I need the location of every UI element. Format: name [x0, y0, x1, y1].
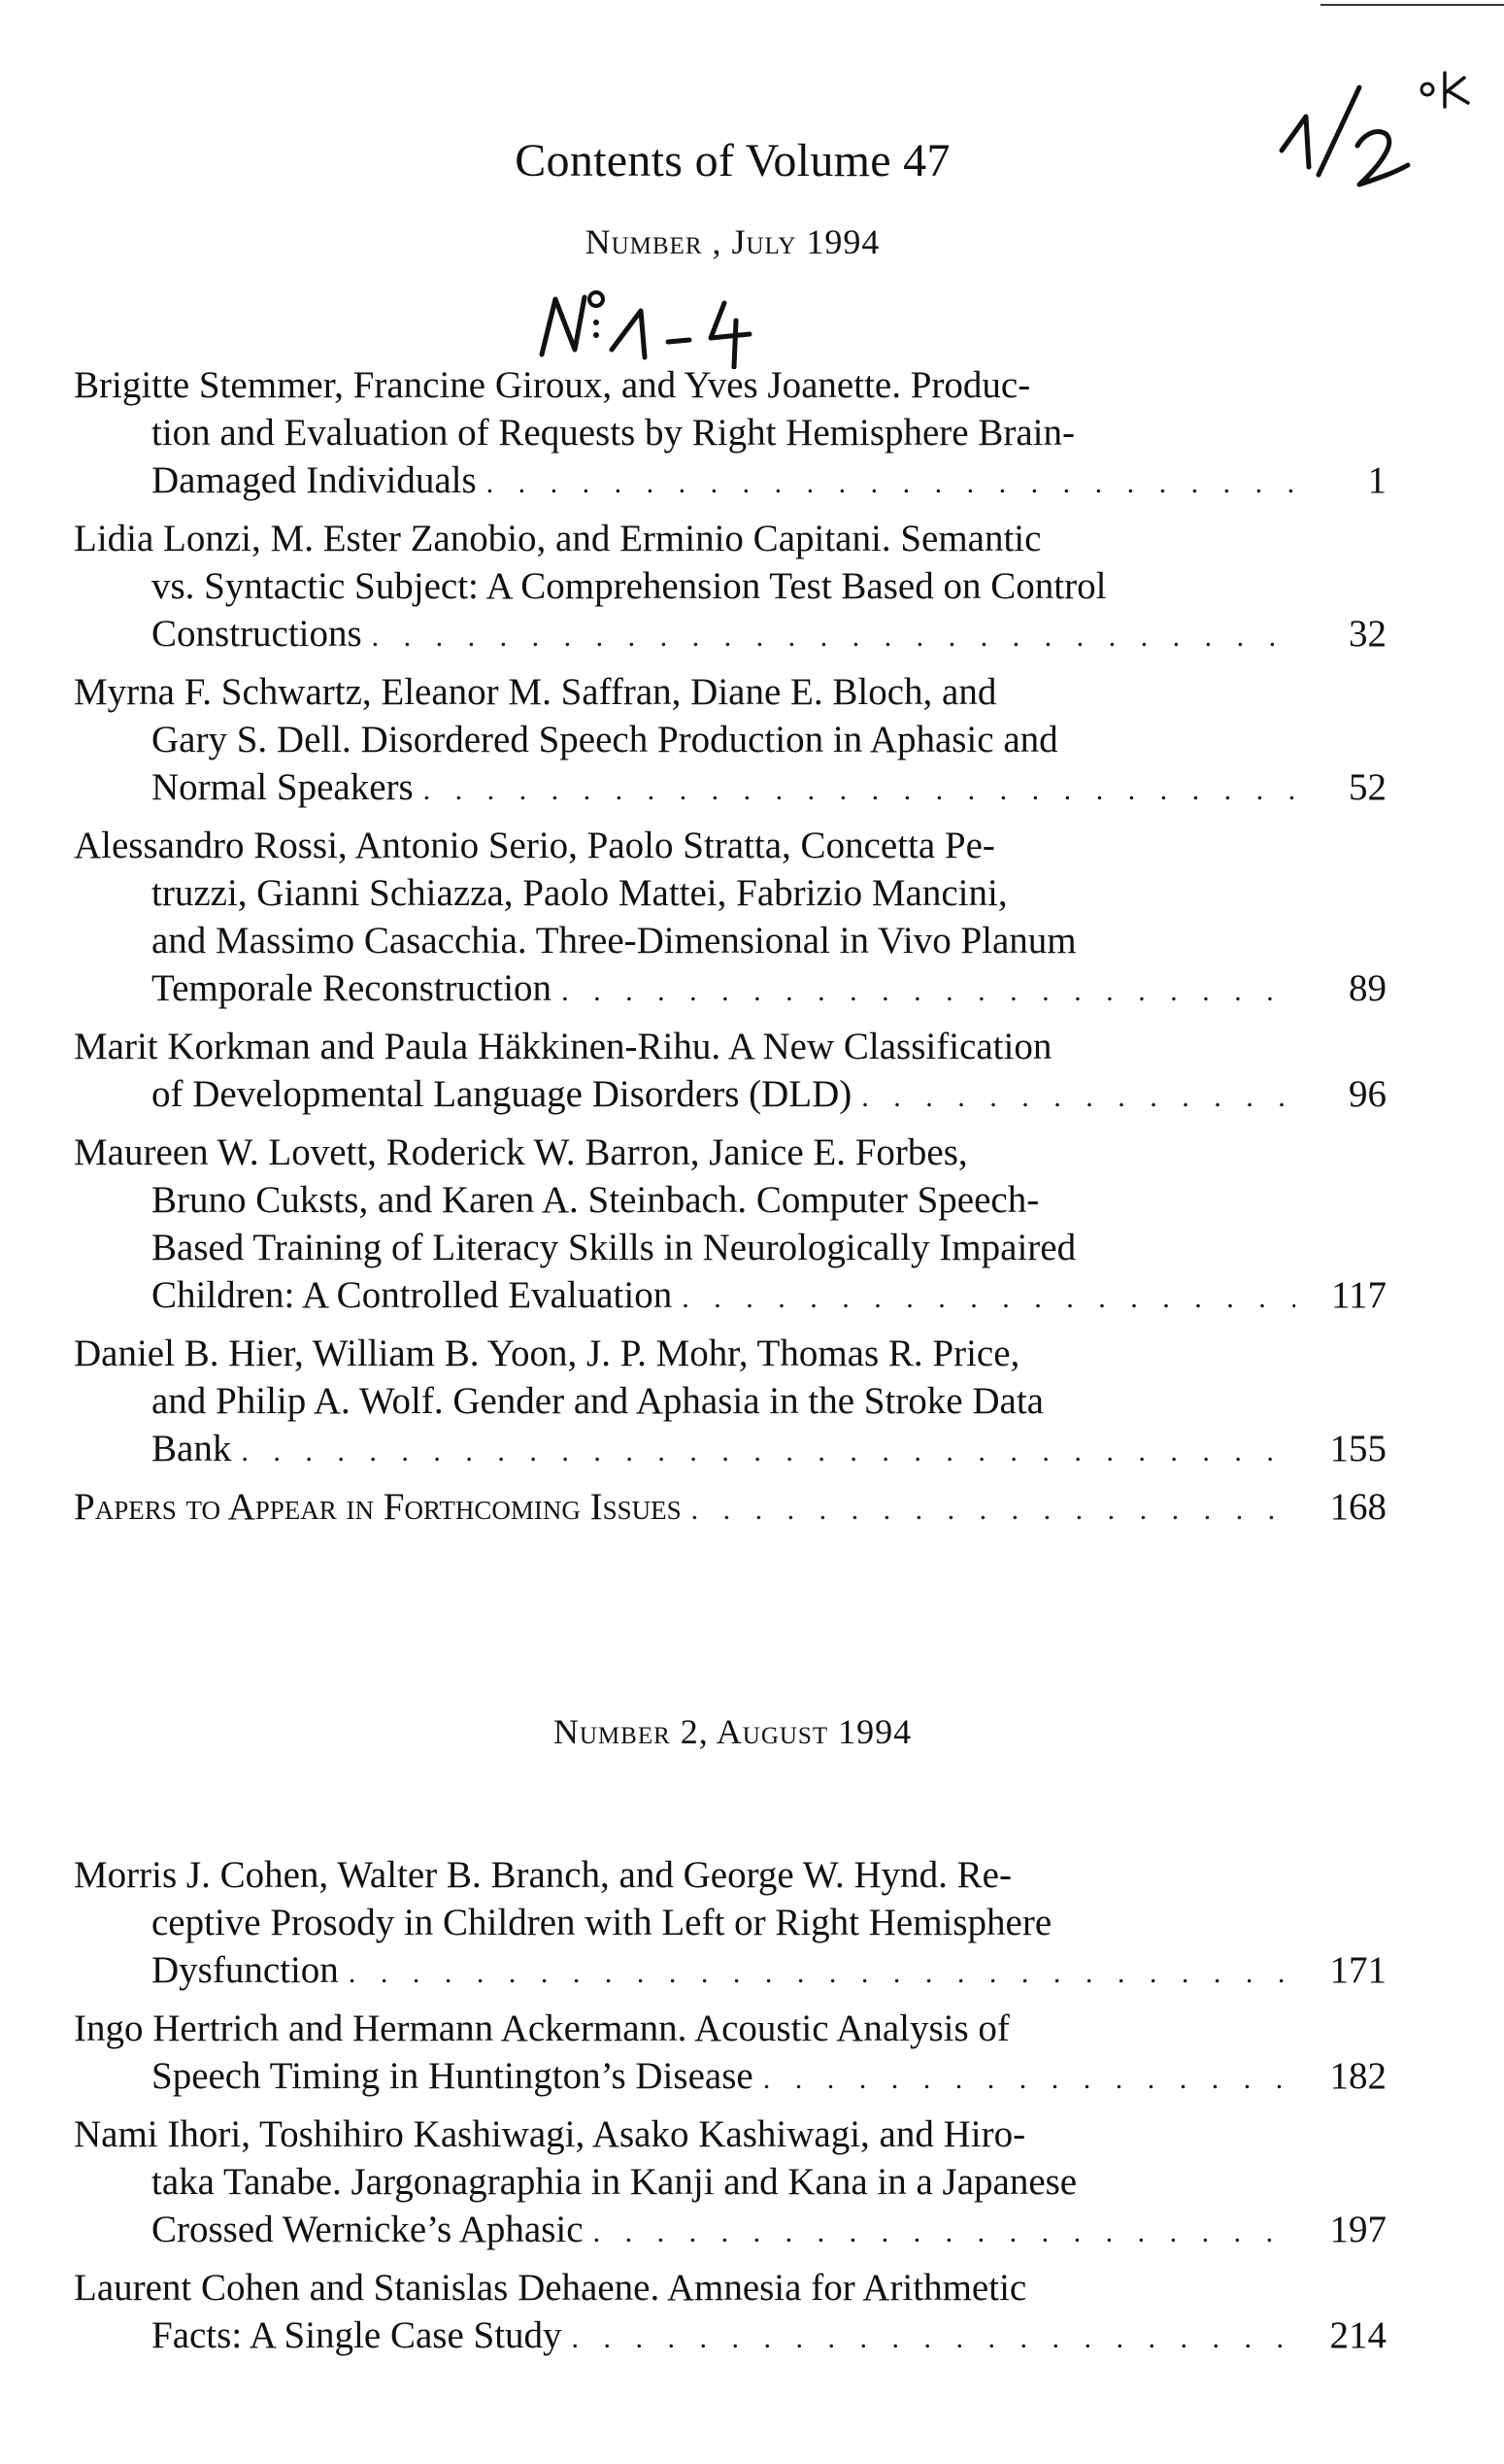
entry-line: Based Training of Literacy Skills in Neurologically Impaired — [151, 1227, 1077, 1268]
page-number: 182 — [1329, 2055, 1387, 2097]
entry-title-end — [74, 2312, 1387, 2362]
entry-line: and Massimo Casacchia. Three-Dimensional in Vivo Planum — [151, 920, 1077, 962]
page-number: 1 — [1367, 459, 1387, 501]
entry-title-end — [74, 1271, 1387, 1322]
entry-line: Damaged Individuals — [151, 459, 477, 501]
entry-line: of Developmental Language Disorders (DLD) — [151, 1073, 852, 1115]
entry-line: taka Tanabe. Jargonagraphia in Kanji and Kana in a Japanese — [151, 2161, 1078, 2203]
entry-line: truzzi, Gianni Schiazza, Paolo Mattei, Fabrizio Mancini, — [151, 872, 1008, 914]
entry-title-end — [74, 964, 1387, 1015]
entry-line: Laurent Cohen and Stanislas Dehaene. Amnesia for Arithmetic — [74, 2267, 1027, 2309]
entry-line: Morris J. Cohen, Walter B. Branch, and George W. Hynd. Re- — [74, 1854, 1012, 1896]
issue-1-contents — [74, 361, 1387, 1541]
toc-entry — [74, 2110, 1387, 2256]
entry-title-end — [74, 1483, 1387, 1534]
toc-entry — [74, 1023, 1387, 1121]
dot-leader — [486, 459, 1295, 507]
page-number: 155 — [1329, 1428, 1387, 1469]
entry-line: Dysfunction — [151, 1949, 339, 1991]
entry-line: Myrna F. Schwartz, Eleanor M. Saffran, Diane E. Bloch, and — [74, 671, 997, 713]
entry-line: Ingo Hertrich and Hermann Ackermann. Acoustic Analysis of — [74, 2008, 1010, 2049]
page-number: 96 — [1349, 1073, 1387, 1115]
toc-entry — [74, 1851, 1387, 1997]
dot-leader — [572, 2314, 1295, 2362]
entry-title-end — [74, 2206, 1387, 2256]
handwritten-ok-annotation — [1418, 68, 1495, 117]
top-edge-rule — [1320, 4, 1504, 6]
entry-line: Speech Timing in Huntington’s Disease — [151, 2055, 753, 2097]
dot-leader — [561, 967, 1295, 1015]
page-number: 171 — [1329, 1949, 1387, 1991]
entry-line: Facts: A Single Case Study — [151, 2314, 562, 2356]
toc-entry — [74, 822, 1387, 1015]
entry-title-end — [74, 763, 1387, 814]
toc-entry — [74, 2005, 1387, 2103]
entry-title-end — [74, 1425, 1387, 1475]
dot-leader — [763, 2055, 1295, 2103]
entry-line: Maureen W. Lovett, Roderick W. Barron, Janice E. Forbes, — [74, 1131, 968, 1173]
page-number: 89 — [1349, 967, 1387, 1009]
toc-entry — [74, 1483, 1387, 1534]
entry-line: Temporale Reconstruction — [151, 967, 552, 1009]
dot-leader — [682, 1274, 1295, 1322]
dot-leader — [423, 766, 1295, 814]
entry-line: Children: A Controlled Evaluation — [151, 1274, 673, 1316]
entry-line: Marit Korkman and Paula Häkkinen-Rihu. A New Classification — [74, 1026, 1053, 1067]
entry-line: Bank — [151, 1428, 232, 1469]
page-number: 168 — [1329, 1486, 1387, 1528]
entry-line: Alessandro Rossi, Antonio Serio, Paolo Stratta, Concetta Pe- — [74, 825, 995, 866]
entry-line: vs. Syntactic Subject: A Comprehension Test Based on Control — [151, 565, 1107, 607]
entry-line: Brigitte Stemmer, Francine Giroux, and Yves Joanette. Produc- — [74, 364, 1031, 406]
toc-entry — [74, 2264, 1387, 2362]
entry-line: Bruno Cuksts, and Karen A. Steinbach. Computer Speech- — [151, 1179, 1040, 1221]
page-number: 52 — [1349, 766, 1387, 808]
page-title: Contents of Volume 47 — [515, 135, 951, 186]
toc-entry — [74, 1129, 1387, 1322]
dot-leader — [593, 2209, 1295, 2256]
toc-entry — [74, 668, 1387, 814]
entry-line: Constructions — [151, 613, 362, 655]
entry-line: ceptive Prosody in Children with Left or Right Hemisphere — [151, 1902, 1053, 1943]
entry-line: tion and Evaluation of Requests by Right Hemisphere Brain- — [151, 412, 1075, 454]
entry-line: Daniel B. Hier, William B. Yoon, J. P. Mohr, Thomas R. Price, — [74, 1333, 1020, 1374]
issue-heading-august: Number 2, August 1994 — [552, 1712, 913, 1751]
entry-line: Crossed Wernicke’s Aphasic — [151, 2209, 584, 2250]
entry-title-end — [74, 2052, 1387, 2103]
page-number: 117 — [1330, 1274, 1387, 1316]
entry-title-end — [74, 1070, 1387, 1121]
entry-title-end — [74, 456, 1387, 507]
entry-line: Lidia Lonzi, M. Ester Zanobio, and Erminio Capitani. Semantic — [74, 518, 1042, 559]
dot-leader — [241, 1428, 1295, 1475]
page-number: 197 — [1329, 2209, 1387, 2250]
dot-leader — [691, 1486, 1295, 1534]
handwritten-issue-numbers-annotation — [534, 282, 786, 369]
toc-entry — [74, 515, 1387, 660]
issue-heading-july: Number , July 1994 — [585, 222, 881, 261]
toc-entry — [74, 1330, 1387, 1475]
toc-entry — [74, 361, 1387, 507]
page-number: 32 — [1349, 613, 1387, 655]
entry-line: Normal Speakers — [151, 766, 414, 808]
dot-leader — [349, 1949, 1295, 1997]
dot-leader — [372, 613, 1295, 660]
issue-2-contents — [74, 1851, 1387, 2370]
entry-line: Papers to Appear in Forthcoming Issues — [74, 1486, 682, 1528]
entry-title-end — [74, 610, 1387, 660]
dot-leader — [861, 1073, 1295, 1121]
entry-title-end — [74, 1946, 1387, 1997]
entry-line: Nami Ihori, Toshihiro Kashiwagi, Asako Kashiwagi, and Hiro- — [74, 2113, 1026, 2155]
page-number: 214 — [1329, 2314, 1387, 2356]
entry-line: and Philip A. Wolf. Gender and Aphasia in the Stroke Data — [151, 1380, 1044, 1422]
entry-line: Gary S. Dell. Disordered Speech Production in Aphasic and — [151, 719, 1058, 760]
